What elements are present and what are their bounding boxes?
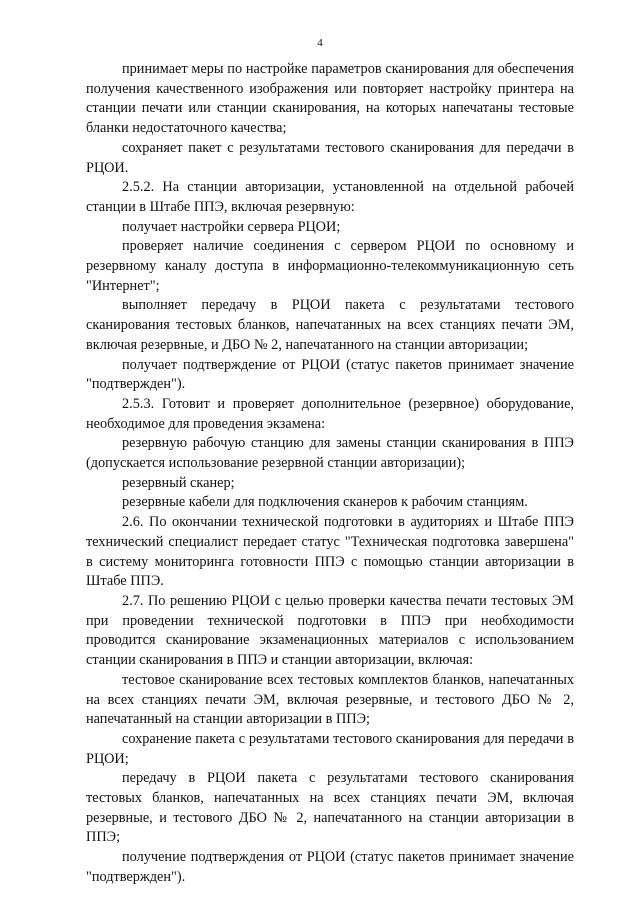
paragraph: проверяет наличие соединения с сервером РЦОИ по основному и резервному каналу доступа в информационно-телекоммуникационную сеть "Интернет"; [86, 238, 574, 294]
paragraph: 2.7. По решению РЦОИ с целью проверки качества печати тестовых ЭМ при проведении технической подготовки в ППЭ при необходимости проводится сканирование экзаменационных материалов с использованием станции сканирования в ППЭ и станции авторизации, включая: [86, 592, 574, 669]
paragraph: принимает меры по настройке параметров сканирования для обеспечения получения качественного изображения или повторяет настройку принтера на станции печати или станции сканирования, на которых напечатаны тестовые бланки недостаточного качества; [86, 61, 574, 137]
paragraph: резервную рабочую станцию для замены станции сканирования в ППЭ (допускается использование резервной станции авторизации); [86, 435, 574, 472]
paragraph: получает настройки сервера РЦОИ; [122, 218, 341, 235]
paragraph: передачу в РЦОИ пакета с результатами тестового сканирования тестовых бланков, напечатанных на всех станциях печати ЭМ, включая резервные, и тестового ДБО № 2, напечатанного на станции авторизации в ППЭ; [86, 770, 574, 846]
page-number: 4 [317, 37, 323, 49]
paragraph: выполняет передачу в РЦОИ пакета с результатами тестового сканирования тестовых бланков, напечатанных на всех станциях печати ЭМ, включая резервные, и ДБО № 2, напечатанного на станции авторизации; [86, 297, 574, 353]
document-body [86, 60, 574, 888]
paragraph: 2.6. По окончании технической подготовки в аудиториях и Штабе ППЭ технический специалист передает статус "Техническая подготовка завершена" в систему мониторинга готовности ППЭ с помощью станции авторизации в Штабе ППЭ. [86, 514, 574, 590]
paragraph: 2.5.3. Готовит и проверяет дополнительное (резервное) оборудование, необходимое для проведения экзамена: [86, 395, 574, 432]
paragraph: сохранение пакета с результатами тестового сканирования для передачи в РЦОИ; [86, 730, 574, 767]
paragraph: получает подтверждение от РЦОИ (статус пакетов принимает значение "подтвержден"). [86, 356, 574, 393]
paragraph: сохраняет пакет с результатами тестового сканирования для передачи в РЦОИ. [86, 139, 574, 176]
paragraph: резервный сканер; [122, 474, 235, 491]
paragraph: тестовое сканирование всех тестовых комплектов бланков, напечатанных на всех станциях печати ЭМ, включая резервные, и тестового ДБО № 2, напечатанный на станции авторизации в ППЭ; [86, 671, 574, 728]
paragraph: 2.5.2. На станции авторизации, установленной на отдельной рабочей станции в Штабе ППЭ, включая резервную: [86, 179, 574, 215]
paragraph: резервные кабели для подключения сканеров к рабочим станциям. [122, 494, 528, 511]
paragraph: получение подтверждения от РЦОИ (статус пакетов принимает значение "подтвержден"). [86, 849, 574, 885]
